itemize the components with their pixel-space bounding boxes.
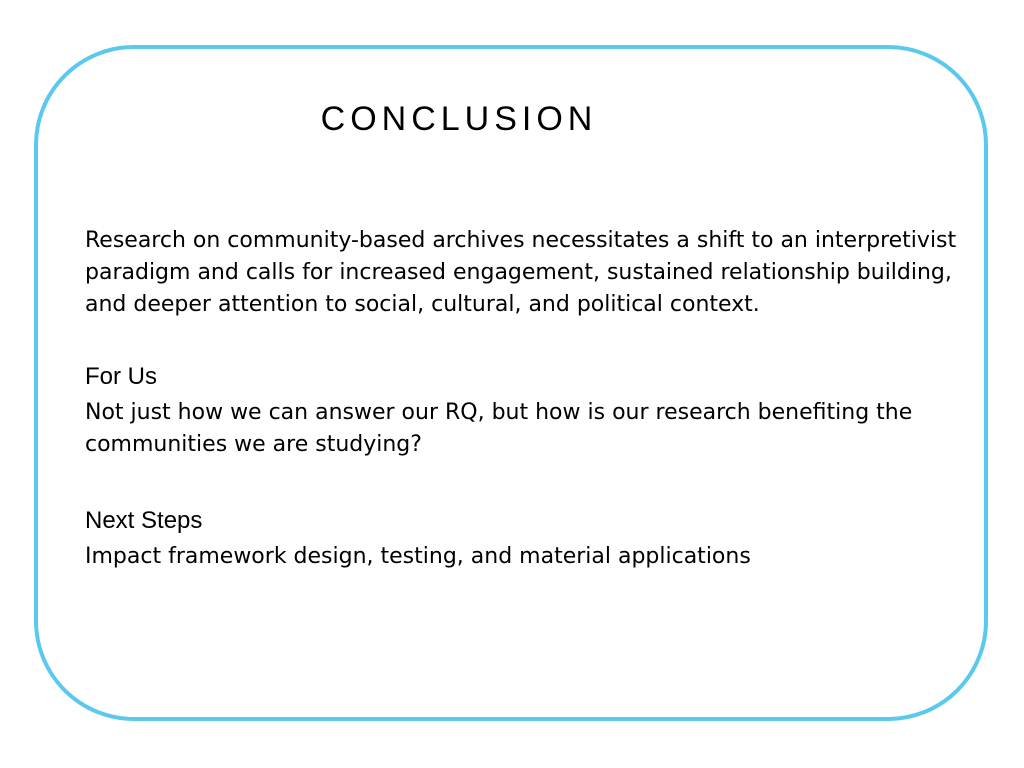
intro-paragraph: Research on community-based archives necessitates a shift to an interpretivist paradigm and calls for increased engagement, sustained relationship building, and deeper attention to social, cultural, and political context. bbox=[85, 228, 957, 317]
section-text-next-steps: Impact framework design, testing, and material applications bbox=[85, 544, 751, 569]
section-text-for-us: Not just how we can answer our RQ, but how is our research benefiting the communities we are studying? bbox=[85, 400, 913, 457]
slide-content bbox=[85, 225, 965, 573]
section-heading-for-us: For Us bbox=[85, 363, 157, 390]
slide-title: CONCLUSION bbox=[320, 100, 598, 138]
section-heading-next-steps: Next Steps bbox=[85, 507, 203, 534]
